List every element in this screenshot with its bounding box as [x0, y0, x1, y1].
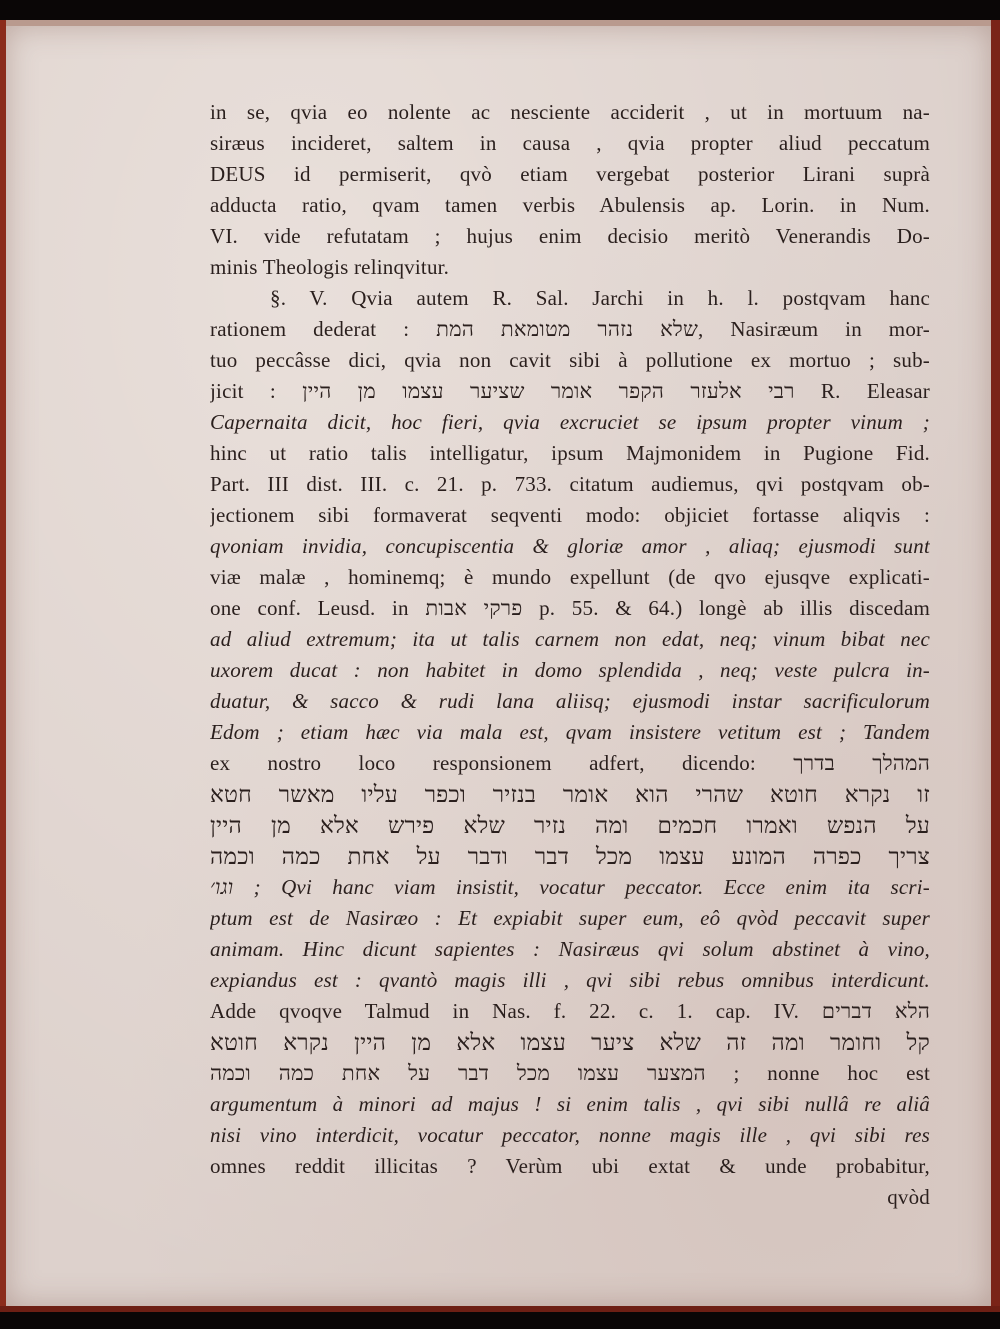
text-line: rationem dederat : שלא נזהר מטומאת המת, Nasiræum in mor- [210, 317, 930, 341]
text-line: המצער עצמו מכל דבר על אחת כמה וכמה ; nonne hoc est [210, 1061, 930, 1085]
text-line: ex nostro loco responsionem adfert, dicendo: המהלך בדרך [210, 751, 930, 775]
text-line: duatur, & sacco & rudi lana aliisq; ejusmodi instar sacrificulorum [210, 689, 930, 713]
text-line: Capernaita dicit, hoc fieri, qvia excruciet se ipsum propter vinum ; [210, 410, 930, 434]
text-line: nisi vino interdicit, vocatur peccator, nonne magis ille , qvi sibi res [210, 1123, 930, 1147]
hebrew-line: על הנפש ואמרו חכמים ומה נזיר שלא פירש אלא מן היין [210, 813, 930, 838]
text-line: VI. vide refutatam ; hujus enim decisio meritò Venerandis Do- [210, 224, 930, 248]
text-line: Adde qvoqve Talmud in Nas. f. 22. c. 1. cap. IV. הלא דברים [210, 999, 930, 1023]
text-line: viæ malæ , hominemq; è mundo expellunt (de qvo ejusqve explicati- [210, 565, 930, 589]
page-edge-right [991, 20, 1000, 1310]
text-line: expiandus est : qvantò magis illi , qvi sibi rebus omnibus interdicunt. [210, 968, 930, 992]
text-line: siræus incideret, saltem in causa , qvia propter aliud peccatum [210, 131, 930, 155]
text-line: animam. Hinc dicunt sapientes : Nasiræus qvi solum abstinet à vino, [210, 937, 930, 961]
text-line: qvoniam invidia, concupiscentia & gloriæ amor , aliaq; ejusmodi sunt [210, 534, 930, 558]
text-line: Part. III dist. III. c. 21. p. 733. citatum audiemus, qvi postqvam ob- [210, 472, 930, 496]
text-line: in se, qvia eo nolente ac nesciente acciderit , ut in mortuum na- [210, 100, 930, 124]
text-line: ptum est de Nasiræo : Et expiabit super eum, eô qvòd peccavit super [210, 906, 930, 930]
page-edge-bottom [0, 1306, 1000, 1312]
hebrew-line: זו נקרא חוטא שהרי הוא אומר בנזיר וכפר עליו מאשר חטא [210, 782, 930, 807]
text-line: tuo peccâsse dici, qvia non cavit sibi à pollutione ex mortuo ; sub- [210, 348, 930, 372]
text-line: DEUS id permiserit, qvò etiam vergebat posterior Lirani suprà [210, 162, 930, 186]
hebrew-line: צריך כפרה המונע עצמו מכל דבר ודבר על אחת כמה וכמה [210, 844, 930, 869]
text-line: uxorem ducat : non habitet in domo splendida , neq; veste pulcra in- [210, 658, 930, 682]
section-heading-line: §. V. Qvia autem R. Sal. Jarchi in h. l. postqvam hanc [270, 286, 930, 310]
text-line: jicit : רבי אלעזר הקפר אומר שציער עצמו מן היין R. Eleasar [210, 379, 930, 403]
text-line: jectionem sibi formaverat seqventi modo: objiciet fortasse aliqvis : [210, 503, 930, 527]
catchword: qvòd [887, 1185, 930, 1209]
text-line: omnes reddit illicitas ? Verùm ubi extat & unde probabitur, [210, 1154, 930, 1178]
text-line: hinc ut ratio talis intelligatur, ipsum Majmonidem in Pugione Fid. [210, 441, 930, 465]
text-line: ad aliud extremum; ita ut talis carnem non edat, neq; vinum bibat nec [210, 627, 930, 651]
text-line: וגו׳ ; Qvi hanc viam insistit, vocatur peccator. Ecce enim ita scri- [210, 875, 930, 899]
text-line: minis Theologis relinqvitur. [210, 255, 450, 279]
text-line: adducta ratio, qvam tamen verbis Abulensis ap. Lorin. in Num. [210, 193, 930, 217]
hebrew-line: קל וחומר ומה זה שלא ציער עצמו אלא מן היין נקרא חוטא [210, 1030, 930, 1055]
body-text [210, 97, 930, 1213]
text-line: one conf. Leusd. in פרקי אבות p. 55. & 64.) longè ab illis discedam [210, 596, 930, 620]
text-line: argumentum à minori ad majus ! si enim talis , qvi sibi nullâ re aliâ [210, 1092, 930, 1116]
text-line: Edom ; etiam hæc via mala est, qvam insistere vetitum est ; Tandem [210, 720, 930, 744]
